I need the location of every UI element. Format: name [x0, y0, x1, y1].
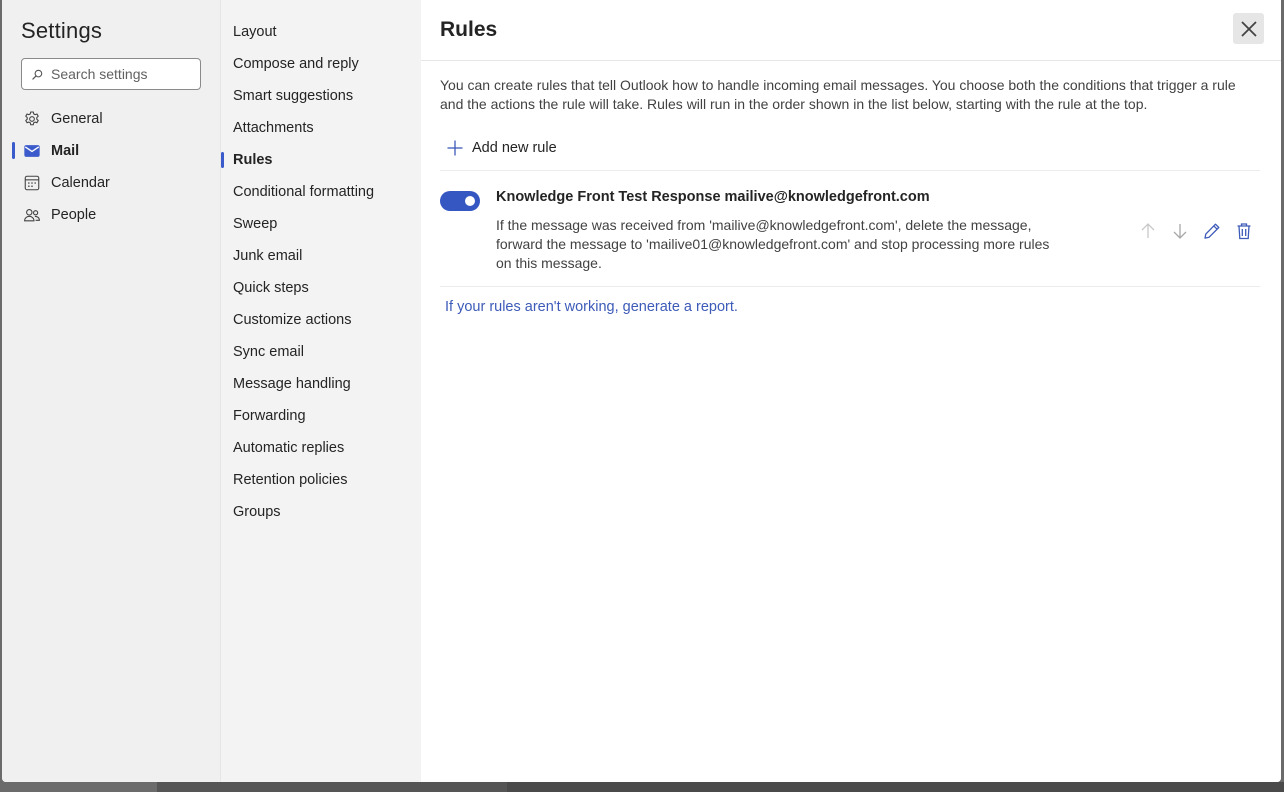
search-icon — [32, 69, 43, 80]
close-icon — [1240, 20, 1258, 38]
arrow-down-icon — [1172, 222, 1188, 240]
rules-content — [421, 61, 1281, 315]
mail-nav-junk-email[interactable]: Junk email — [233, 248, 303, 264]
mail-nav-rules[interactable]: Rules — [221, 144, 421, 176]
rule-item — [440, 171, 1260, 287]
background-app-strip — [157, 782, 507, 792]
move-down-button[interactable] — [1164, 219, 1196, 243]
arrow-up-icon — [1140, 222, 1156, 240]
mail-nav-automatic-replies[interactable]: Automatic replies — [233, 440, 345, 456]
generate-report-link[interactable]: If your rules aren't working, generate a report. — [445, 299, 738, 315]
category-general[interactable] — [2, 103, 220, 135]
add-new-rule-button[interactable] — [440, 136, 1261, 160]
page-title: Rules — [440, 18, 498, 41]
search-input[interactable] — [51, 66, 191, 82]
people-icon — [23, 206, 41, 224]
background-app-strip — [507, 782, 1284, 792]
rule-enabled-toggle[interactable] — [440, 191, 480, 211]
rules-header — [421, 0, 1281, 61]
mail-nav-quick-steps[interactable]: Quick steps — [233, 280, 309, 296]
category-label: Calendar — [51, 175, 110, 191]
toggle-knob — [465, 196, 475, 206]
settings-category-pane — [2, 0, 221, 782]
category-label: General — [51, 111, 103, 127]
mail-nav-conditional-formatting[interactable]: Conditional formatting — [233, 184, 375, 200]
plus-icon — [447, 140, 463, 156]
category-label: Mail — [51, 143, 80, 159]
mail-nav-message-handling[interactable]: Message handling — [233, 376, 351, 392]
mail-nav-retention-policies[interactable]: Retention policies — [233, 472, 348, 488]
search-box[interactable] — [21, 58, 201, 90]
settings-category-list — [2, 103, 220, 231]
mail-nav-forwarding[interactable]: Forwarding — [233, 408, 306, 424]
calendar-icon — [23, 174, 41, 192]
mail-nav-groups[interactable]: Groups — [233, 504, 281, 520]
category-mail[interactable] — [2, 135, 220, 167]
mail-nav-sync-email[interactable]: Sync email — [233, 344, 304, 360]
settings-title: Settings — [21, 18, 103, 43]
mail-nav-compose-and-reply[interactable]: Compose and reply — [233, 56, 359, 72]
mail-nav-sweep[interactable]: Sweep — [233, 216, 278, 232]
edit-rule-button[interactable] — [1196, 219, 1228, 243]
mail-nav-smart-suggestions[interactable]: Smart suggestions — [233, 88, 354, 104]
rule-actions — [1132, 219, 1260, 243]
mail-nav-layout[interactable]: Layout — [233, 24, 277, 40]
trash-icon — [1236, 222, 1252, 240]
rule-description: If the message was received from 'mailive@knowledgefront.com', delete the message, forward the message to 'mailive01@knowledgefront.com' and stop processing more rules on this message. — [496, 217, 1050, 271]
mail-nav-attachments[interactable]: Attachments — [233, 120, 314, 136]
delete-rule-button[interactable] — [1228, 219, 1260, 243]
category-label: People — [51, 207, 97, 223]
settings-dialog — [2, 0, 1281, 782]
rule-name: Knowledge Front Test Response mailive@knowledgefront.com — [496, 189, 930, 205]
mail-nav-customize-actions[interactable]: Customize actions — [233, 312, 352, 328]
category-people[interactable] — [2, 199, 220, 231]
category-calendar[interactable] — [2, 167, 220, 199]
mail-settings-nav — [221, 0, 421, 782]
mail-icon — [23, 142, 41, 160]
pencil-icon — [1203, 222, 1221, 240]
gear-icon — [23, 110, 41, 128]
add-new-rule-label: Add new rule — [472, 140, 557, 156]
rules-panel — [421, 0, 1281, 782]
move-up-button[interactable] — [1132, 219, 1164, 243]
close-button[interactable] — [1233, 13, 1264, 44]
rules-description: You can create rules that tell Outlook how to handle incoming email messages. You choose both the conditions that trigger a rule and the actions the rule will take. Rules will run in the order shown in the list below, starting with the rule at the top. — [440, 77, 1236, 112]
